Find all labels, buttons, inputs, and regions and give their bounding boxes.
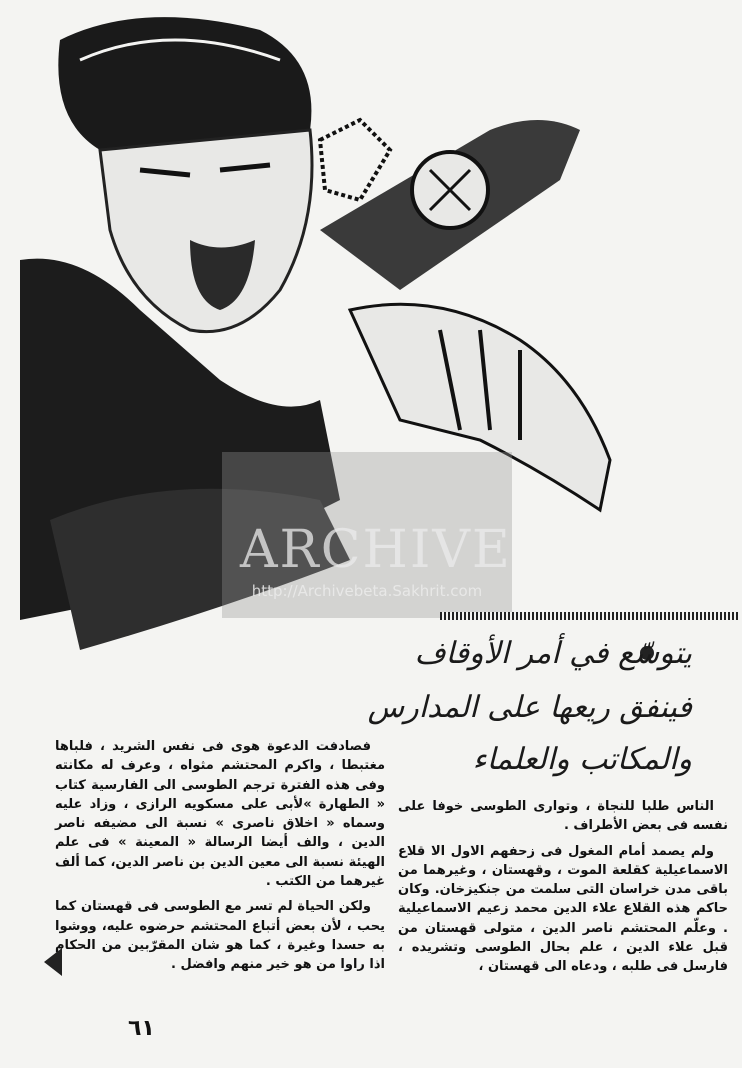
headline-line-1: يتوسّع في أمر الأوقاف [414, 636, 692, 671]
watermark-url: http://Archivebeta.Sakhrit.com [251, 582, 483, 600]
paragraph: ولكن الحياة لم تسر مع الطوسى فى قهستان كما يحب ، لأن بعض أتباع المحتشم حرضوه عليه، ووشوا به حسدا وغيرة ، كما هو شان المقرّبين من الحكام اذا راوا من هو خير منهم وافضل . [55, 899, 385, 973]
paragraph: فصادفت الدعوة هوى فى نفس الشريد ، فلباها مغتبطا ، واكرم المحتشم مثواه ، وعرف له مكانته وفى هذه الفترة ترجم الطوسى الى الفارسية كتاب « الطهارة »لأبى على مسكويه الرازى ، وزاد عليه وسماه « اخلاق ناصرى » نسبة الى مضيفه ناصر الدين ، والف أيضا الرسالة « المعينة » فى علم الهيئة نسبة الى معين الدين بن ناصر الدين، كما ألف غيرهما من الكتب . [55, 739, 385, 890]
paragraph: ولم يصمد أمام المغول فى زحفهم الاول الا قلاع الاسماعيلية كقلعة الموت ، وقهستان ، وغيرهما من باقى مدن خراسان التى سلمت من جنكيزخان. وكان حاكم هذه القلاع علاء الدين محمد زعيم الاسماعيلية . وعلّم المحتشم ناصر الدين ، متولى قهستان من قبل علاء الدين ، علم بحال الطوسى وتشريده ، فارسل فى طلبه ، ودعاه الى قهستان ، [398, 843, 728, 975]
article-column-left [55, 737, 385, 981]
article-column-right [398, 797, 728, 983]
paragraph: الناس طلبا للنجاة ، وتوارى الطوسى خوفا على نفسه فى بعض الأطراف . [398, 799, 728, 834]
watermark-title: ARCHIVE [240, 520, 512, 580]
headline-line-3: والمكاتب والعلماء [472, 742, 692, 777]
headline-line-2: فينفق ريعها على المدارس [367, 690, 692, 725]
page-number: ٦١ [128, 1016, 155, 1041]
dotted-rule [440, 612, 740, 620]
continue-arrow-icon [44, 948, 62, 976]
